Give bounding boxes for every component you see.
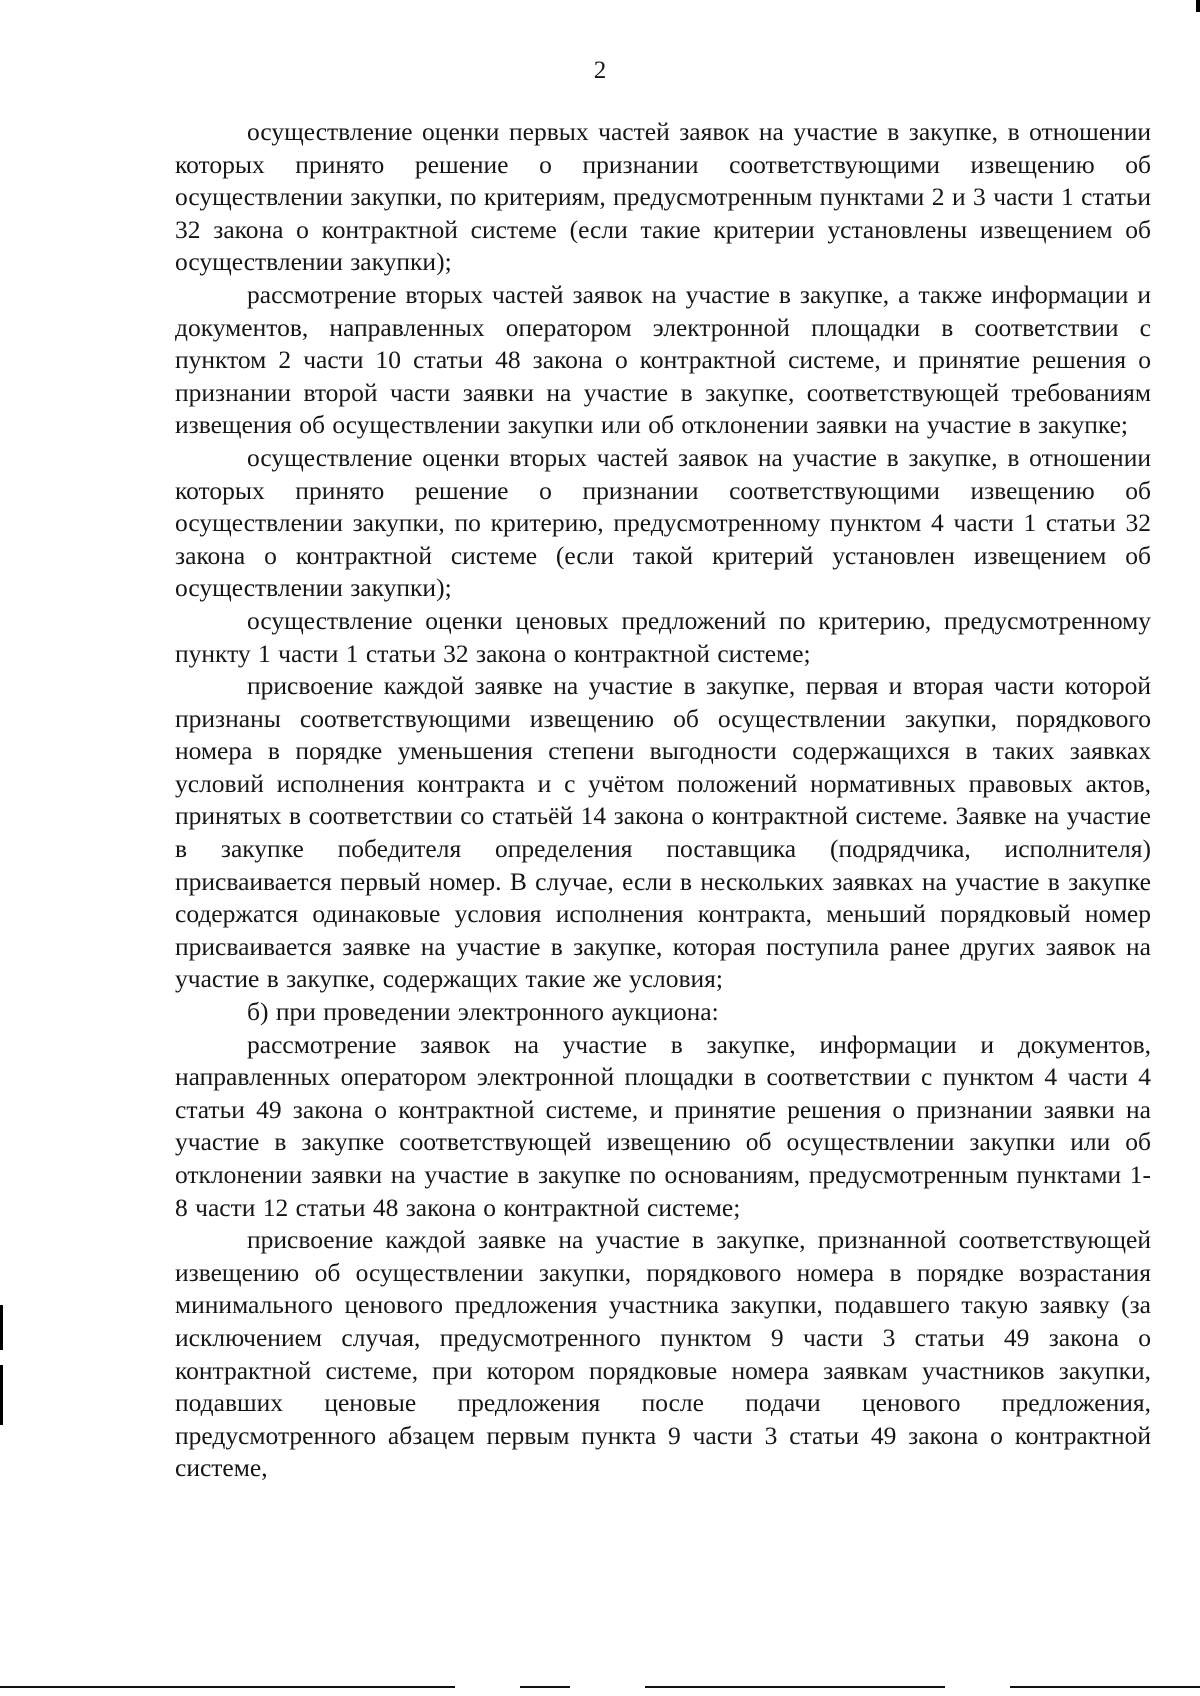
page-number: 2: [593, 57, 607, 84]
paragraph: осуществление оценки вторых частей заявок на участие в закупке, в отношении которых принято решение о признании соответствующими извещению об осуществлении закупки, по критерию, предусмотренному пунктом 4 части 1 статьи 32 закона о контрактной системе (если такой критерий установлен извещением об осуществлении закупки);: [175, 442, 1151, 603]
scan-line-segment: [645, 1686, 945, 1688]
paragraph: осуществление оценки первых частей заявок на участие в закупке, в отношении которых принято решение о признании соответствующими извещению об осуществлении закупки, по критериям, предусмотренным пунктами 2 и 3 части 1 статьи 32 закона о контрактной системе (если такие критерии установлены извещением об осуществлении закупки);: [175, 117, 1151, 277]
paragraph: присвоение каждой заявке на участие в закупке, признанной соответствующей извещению об осуществлении закупки, порядкового номера в порядке возрастания минимального ценового предложения участника закупки, подавшего такую заявку (за исключением случая, предусмотренного пунктом 9 части 3 статьи 49 закона о контрактной системе, при котором порядковые номера заявкам участников закупки, подавших ценовые предложения после подачи ценового предложения, предусмотренного абзацем первым пункта 9 части 3 статьи 49 закона о контрактной системе,: [175, 1225, 1151, 1483]
paragraph: рассмотрение вторых частей заявок на участие в закупке, а также информации и документов, направленных оператором электронной площадки в соответствии с пунктом 2 части 10 статьи 48 закона о контрактной системе, и принятие решения о признании второй части заявки на участие в закупке, соответствующей требованиям извещения об осуществлении закупки или об отклонении заявки на участие в закупке;: [175, 279, 1151, 440]
document-body: [175, 116, 1151, 1485]
scan-mark: [0, 1305, 3, 1350]
paragraph: рассмотрение заявок на участие в закупке, информации и документов, направленных оператором электронной площадки в соответствии с пунктом 4 части 4 статьи 49 закона о контрактной системе, и принятие решения о признании заявки на участие в закупке соответствующей извещению об осуществлении закупки или об отклонении заявки на участие в закупке по основаниям, предусмотренным пунктами 1-8 части 12 статьи 48 закона о контрактной системе;: [175, 1029, 1151, 1222]
scan-line-segment: [1010, 1686, 1200, 1688]
scan-bottom-edge: [0, 1684, 1200, 1696]
paragraph: осуществление оценки ценовых предложений по критерию, предусмотренному пункту 1 части 1 статьи 32 закона о контрактной системе;: [175, 605, 1151, 668]
scan-mark: [0, 1365, 3, 1425]
scan-mark: [1196, 0, 1200, 12]
paragraph: б) при проведении электронного аукциона:: [247, 997, 719, 1027]
paragraph: присвоение каждой заявке на участие в закупке, первая и вторая части которой признаны соответствующими извещению об осуществлении закупки, порядкового номера в порядке уменьшения степени выгодности содержащихся в таких заявках условий исполнения контракта и с учётом положений нормативных правовых актов, принятых в соответствии со статьёй 14 закона о контрактной системе. Заявке на участие в закупке победителя определения поставщика (подрядчика, исполнителя) присваивается первый номер. В случае, если в нескольких заявках на участие в закупке содержатся одинаковые условия исполнения контракта, меньший порядковый номер присваивается заявке на участие в закупке, которая поступила ранее других заявок на участие в закупке, содержащих такие же условия;: [175, 671, 1151, 994]
scan-line-segment: [520, 1686, 570, 1688]
scan-line-segment: [0, 1686, 455, 1688]
